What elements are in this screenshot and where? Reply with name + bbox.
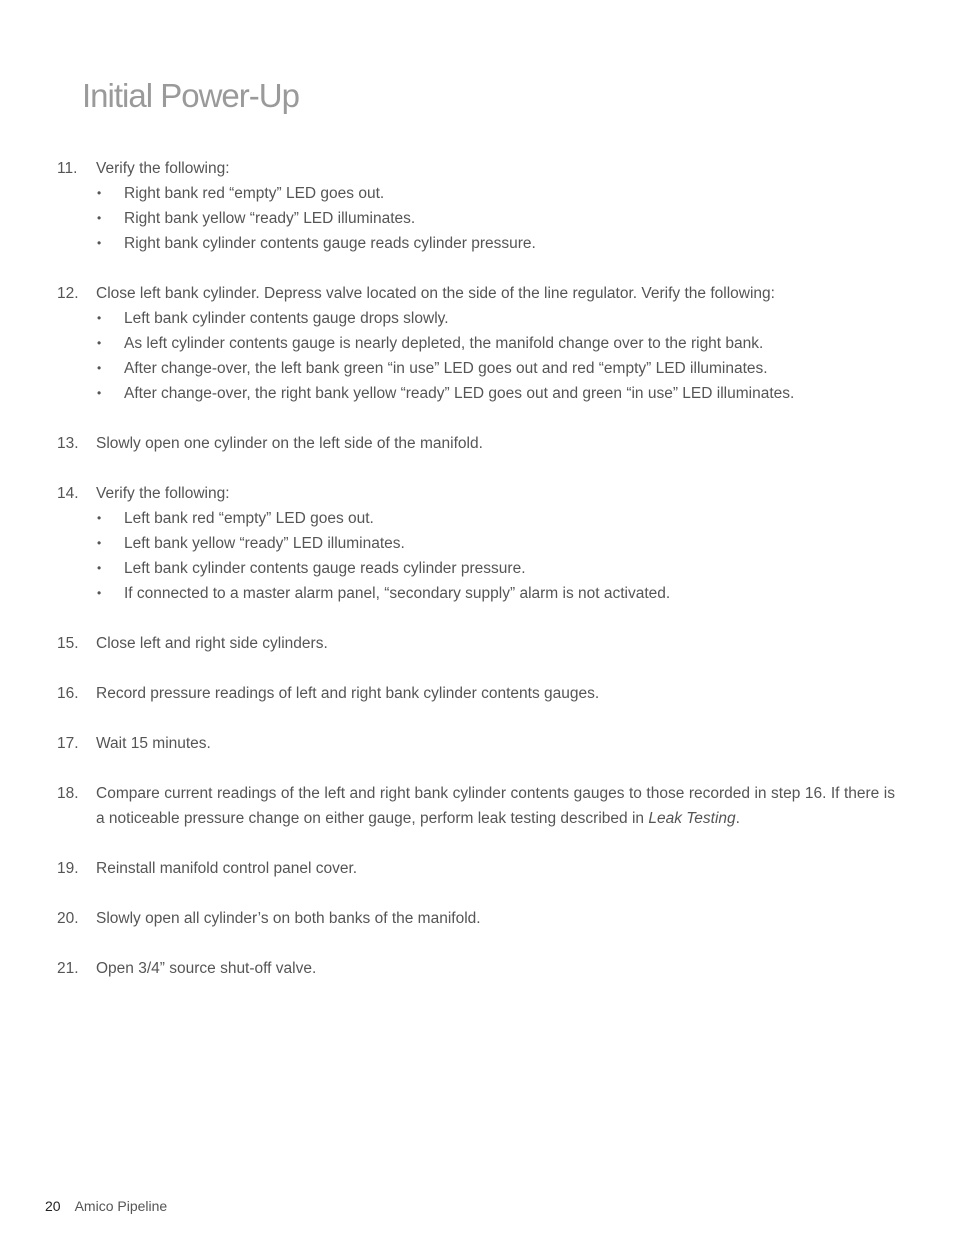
step-number: 13. [57, 435, 79, 452]
page-title: Initial Power-Up [82, 77, 299, 114]
sub-item [0, 231, 954, 256]
bullet-icon: • [97, 211, 102, 225]
step-text: Close left and right side cylinders. [96, 635, 328, 652]
step-item [0, 481, 954, 606]
sub-item-text: Right bank red “empty” LED goes out. [124, 185, 385, 202]
sub-item [0, 381, 954, 406]
step-item [0, 281, 954, 406]
step-number: 14. [57, 485, 79, 502]
sub-item [0, 181, 954, 206]
sub-list [0, 181, 954, 256]
step-number: 20. [57, 910, 79, 927]
bullet-icon: • [97, 386, 102, 400]
step-item [0, 681, 954, 706]
sub-item [0, 506, 954, 531]
publication-name: Amico Pipeline [74, 1198, 168, 1214]
sub-list [0, 506, 954, 606]
sub-item-text: As left cylinder contents gauge is nearly depleted, the manifold change over to the right bank. [124, 335, 764, 352]
step-text: Close left bank cylinder. Depress valve located on the side of the line regulator. Verify the following: [96, 285, 775, 302]
step-item [0, 856, 954, 881]
step-item [0, 731, 954, 756]
step-text: Slowly open one cylinder on the left side of the manifold. [96, 435, 483, 452]
bullet-icon: • [97, 586, 102, 600]
sub-item-text: After change-over, the right bank yellow “ready” LED goes out and green “in use” LED illuminates. [124, 385, 795, 402]
sub-item [0, 356, 954, 381]
procedure-steps [0, 156, 954, 1006]
step-item [0, 631, 954, 656]
page-number: 20 [45, 1198, 61, 1214]
step-item [0, 431, 954, 456]
step-text: Slowly open all cylinder’s on both banks of the manifold. [96, 910, 481, 927]
step-number: 11. [57, 160, 78, 177]
leak-testing-reference: Leak Testing [648, 810, 736, 827]
sub-item [0, 556, 954, 581]
sub-item-text: Left bank cylinder contents gauge reads cylinder pressure. [124, 560, 526, 577]
step-text: Wait 15 minutes. [96, 735, 211, 752]
bullet-icon: • [97, 236, 102, 250]
sub-item [0, 206, 954, 231]
step-item [0, 956, 954, 981]
step-text-body: Compare current readings of the left and right bank cylinder contents gauges to those recorded in step 16. If there is a noticeable pressure change on either gauge, perform leak testing described in [96, 785, 895, 827]
bullet-icon: • [97, 361, 102, 375]
sub-item [0, 306, 954, 331]
step-text: Verify the following: [96, 485, 230, 502]
sub-item-text: Right bank cylinder contents gauge reads cylinder pressure. [124, 235, 536, 252]
step-number: 18. [57, 785, 79, 802]
sub-item-text: Left bank red “empty” LED goes out. [124, 510, 374, 527]
step-text-tail: . [735, 810, 740, 827]
step-text: Record pressure readings of left and right bank cylinder contents gauges. [96, 685, 600, 702]
sub-item-text: Left bank yellow “ready” LED illuminates. [124, 535, 405, 552]
step-number: 16. [57, 685, 79, 702]
sub-item-text: If connected to a master alarm panel, “secondary supply” alarm is not activated. [124, 585, 671, 602]
sub-list [0, 306, 954, 406]
sub-item-text: Left bank cylinder contents gauge drops slowly. [124, 310, 449, 327]
bullet-icon: • [97, 311, 102, 325]
bullet-icon: • [97, 336, 102, 350]
sub-item [0, 581, 954, 606]
step-number: 17. [57, 735, 79, 752]
step-number: 21. [57, 960, 79, 977]
bullet-icon: • [97, 536, 102, 550]
step-text: Verify the following: [96, 160, 230, 177]
sub-item-text: Right bank yellow “ready” LED illuminates. [124, 210, 416, 227]
bullet-icon: • [97, 511, 102, 525]
step-item [0, 906, 954, 931]
sub-item [0, 331, 954, 356]
bullet-icon: • [97, 186, 102, 200]
sub-item-text: After change-over, the left bank green “in use” LED goes out and red “empty” LED illuminates. [124, 360, 768, 377]
step-number: 15. [57, 635, 79, 652]
step-number: 12. [57, 285, 79, 302]
step-number: 19. [57, 860, 79, 877]
bullet-icon: • [97, 561, 102, 575]
step-text: Open 3/4” source shut-off valve. [96, 960, 317, 977]
page-footer [45, 1196, 167, 1216]
step-text: Reinstall manifold control panel cover. [96, 860, 358, 877]
step-text [96, 781, 895, 831]
step-item [0, 781, 954, 831]
sub-item [0, 531, 954, 556]
step-item [0, 156, 954, 256]
